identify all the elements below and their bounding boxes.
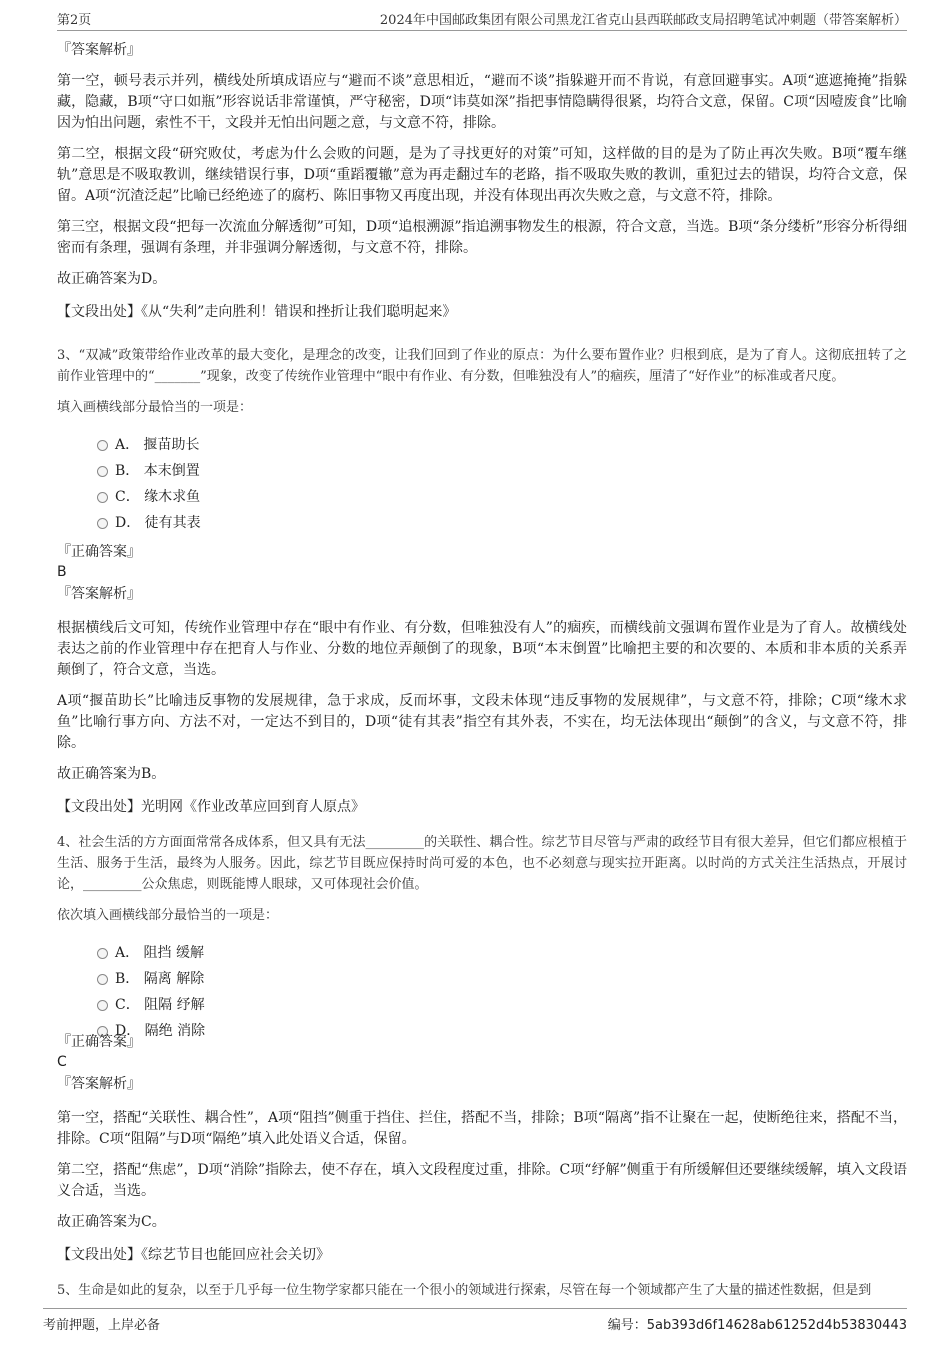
option-a[interactable] [97,940,907,966]
radio-icon[interactable] [97,974,108,985]
question-3-options [97,432,907,536]
analysis-paragraph: 第二空，根据文段“研究败仗，考虑为什么会败的问题，是为了寻找更好的对策”可知，这样做的目的是为了防止再次失败。B项“覆车继轨”意思是不吸取教训，继续错误行事，D项“重蹈覆辙”意为再走翻过车的老路，指不吸取失败的教训，重犯过去的错误，均符合文意，保留。A项“沉渣泛起”比喻已经绝迹了的腐朽、陈旧事物又再度出现，并没有体现出再次失败之意，与文意不符，排除。 [57,146,907,204]
analysis-paragraph: 第一空，顿号表示并列，横线处所填成语应与“避而不谈”意思相近，“避而不谈”指躲避开而不肯说，有意回避事实。A项“遮遮掩掩”指躲藏，隐藏，B项“守口如瓶”形容说话非常谨慎，严守秘密，D项“讳莫如深”指把事情隐瞒得很紧，均符合文意，保留。C项“因噎废食”比喻因为怕出问题，索性不干，文段并无怕出问题之意，与文意不符，排除。 [57,73,907,131]
radio-icon[interactable] [97,492,108,503]
analysis-paragraph: 故正确答案为D。 [57,271,167,287]
document-body [57,40,907,1298]
option-a[interactable] [97,432,907,458]
option-c[interactable] [97,484,907,510]
correct-answer-label: 『正确答案』 [57,544,141,560]
option-label: B． 本末倒置 [115,463,200,479]
document-title: 2024年中国邮政集团有限公司黑龙江省克山县西联邮政支局招聘笔试冲刺题（带答案解析） [379,13,907,28]
option-label: A． 揠苗助长 [115,437,200,453]
radio-icon[interactable] [97,440,108,451]
correct-answer: C [57,1054,67,1070]
correct-answer: B [57,564,67,580]
radio-icon[interactable] [97,466,108,477]
header-divider [57,30,907,31]
footer-divider [43,1308,907,1309]
source-citation: 【文段出处】《从“失利”走向胜利！错误和挫折让我们聪明起来》 [57,304,457,320]
question-4-prompt: 依次填入画横线部分最恰当的一项是： [57,908,279,923]
analysis-paragraph: 第二空，搭配“焦虑”，D项“消除”指除去，使不存在，填入文段程度过重，排除。C项“纾解”侧重于有所缓解但还要继续缓解，填入文段语义合适，当选。 [57,1162,907,1199]
footer-slogan: 考前押题，上岸必备 [43,1318,161,1333]
analysis-paragraph: A项“揠苗助长”比喻违反事物的发展规律，急于求成，反而坏事，文段未体现“违反事物的发展规律”，与文意不符，排除；C项“缘木求鱼”比喻行事方向、方法不对，一定达不到目的，D项“徒有其表”指空有其外表，不实在，均无法体现出“颠倒”的含义，与文意不符，排除。 [57,693,907,751]
analysis-paragraph: 故正确答案为B。 [57,766,166,782]
page-number: 第2页 [57,13,92,28]
analysis-label: 『答案解析』 [57,1076,141,1092]
correct-answer-label: 『正确答案』 [57,1034,141,1050]
option-label: C． 缘木求鱼 [115,489,201,505]
option-c[interactable] [97,992,907,1018]
option-b[interactable] [97,966,907,992]
analysis-paragraph: 故正确答案为C。 [57,1214,166,1230]
option-d[interactable] [97,510,907,536]
analysis-paragraph: 根据横线后文可知，传统作业管理中存在“眼中有作业、有分数，但唯独没有人”的痼疾，而横线前文强调布置作业是为了育人。故横线处表达之前的作业管理中存在把育人与作业、分数的地位弄颠倒了的现象，B项“本末倒置”比喻把主要的和次要的、本质和非本质的关系弄颠倒了，符合文意，当选。 [57,620,907,678]
radio-icon[interactable] [97,1000,108,1011]
question-4-options [97,940,907,1044]
option-b[interactable] [97,458,907,484]
question-4-stem: 4、社会生活的方方面面常常各成体系，但又具有无法_________的关联性、耦合性。综艺节目尽管与严肃的政经节目有很大差异，但它们都应根植于生活、服务于生活，最终为人服务。因此，综艺节目既应保持时尚可爱的本色，也不必刻意与现实拉开距离。以时尚的方式关注生活热点，开展讨论，_________公众焦虑，则既能博人眼球，又可体现社会价值。 [57,835,907,892]
q2-analysis [57,71,907,290]
analysis-paragraph: 第三空，根据文段“把每一次流血分解透彻”可知，D项“追根溯源”指追溯事物发生的根源，符合文意，当选。B项“条分缕析”形容分析得细密而有条理，强调有条理，并非强调分解透彻，与文意不符，排除。 [57,219,907,256]
analysis-paragraph: 第一空，搭配“关联性、耦合性”，A项“阻挡”侧重于挡住、拦住，搭配不当，排除；B项“隔离”指不让聚在一起，使断绝往来，搭配不当，排除。C项“阻隔”与D项“隔绝”填入此处语义合适，保留。 [57,1110,907,1147]
analysis-label: 『答案解析』 [57,586,141,602]
question-3-stem: 3、“双减”政策带给作业改革的最大变化，是理念的改变，让我们回到了作业的原点：为什么要布置作业？归根到底，是为了育人。这彻底扭转了之前作业管理中的“_______”现象，改变了传统作业管理中“眼中有作业、有分数，但唯独没有人”的痼疾，厘清了“好作业”的标准或者尺度。 [57,348,907,384]
source-citation: 【文段出处】《综艺节目也能回应社会关切》 [57,1247,330,1263]
question-3-prompt: 填入画横线部分最恰当的一项是： [57,400,253,415]
radio-icon[interactable] [97,518,108,529]
option-label: C． 阻隔 纾解 [115,997,205,1013]
q3-analysis [57,618,907,785]
option-label: D． 徒有其表 [115,515,201,531]
q4-analysis [57,1108,907,1233]
analysis-label: 『答案解析』 [57,42,141,58]
radio-icon[interactable] [97,948,108,959]
source-citation: 【文段出处】光明网《作业改革应回到育人原点》 [57,799,365,815]
option-label: B． 隔离 解除 [115,971,205,987]
question-5-stem: 5、生命是如此的复杂，以至于几乎每一位生物学家都只能在一个很小的领域进行探索，尽管在每一个领域都产生了大量的描述性数据，但是到 [57,1283,872,1298]
page-header [0,0,950,30]
document-id: 编号：5ab393d6f14628ab61252d4b53830443 [607,1318,907,1333]
option-label: D． 隔绝 消除 [115,1023,206,1039]
option-label: A． 阻挡 缓解 [115,945,205,961]
